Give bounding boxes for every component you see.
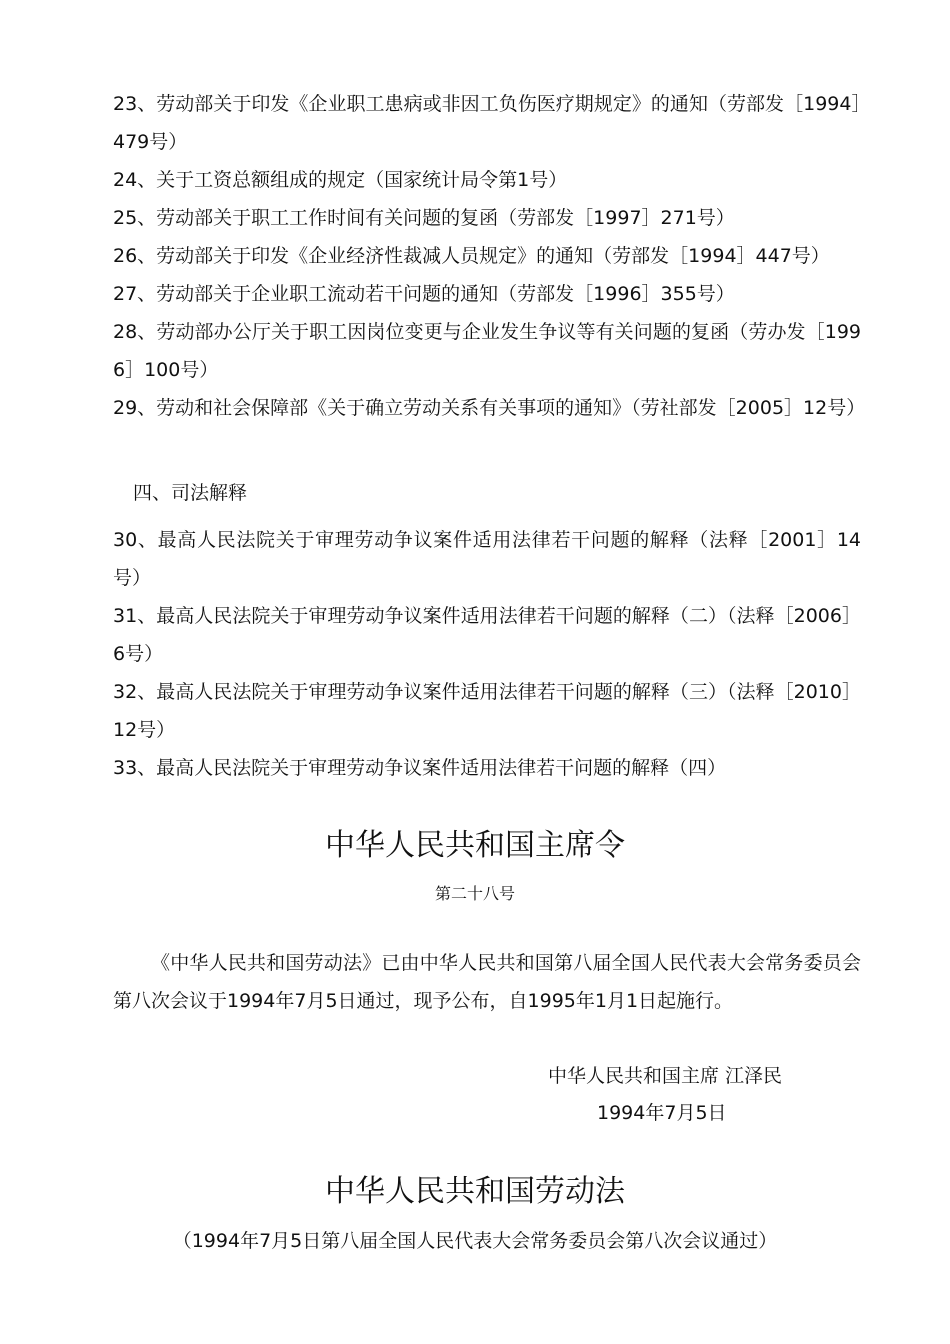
list-item: 29、劳动和社会保障部《关于确立劳动关系有关事项的通知》（劳社部发［2005］12号） xyxy=(113,397,866,419)
decree-date: 1994年7月5日 xyxy=(597,1102,727,1124)
list-item: 30、最高人民法院关于审理劳动争议案件适用法律若干问题的解释（法释［2001］14号） xyxy=(113,529,861,589)
decree-signer: 中华人民共和国主席 江泽民 xyxy=(548,1065,783,1087)
list-item: 27、劳动部关于企业职工流动若干问题的通知（劳部发［1996］355号） xyxy=(113,283,735,305)
section-heading: 四、司法解释 xyxy=(133,482,248,504)
law-note: （1994年7月5日第八届全国人民代表大会常务委员会第八次会议通过） xyxy=(172,1230,778,1252)
list-item: 33、最高人民法院关于审理劳动争议案件适用法律若干问题的解释（四） xyxy=(113,757,727,779)
decree-body: 《中华人民共和国劳动法》已由中华人民共和国第八届全国人民代表大会常务委员会第八次会议于1994年7月5日通过，现予公布，自1995年1月1日起施行。 xyxy=(113,952,861,1012)
list-item: 23、劳动部关于印发《企业职工患病或非因工负伤医疗期规定》的通知（劳部发［1994］479号） xyxy=(113,93,861,153)
list-item: 26、劳动部关于印发《企业经济性裁减人员规定》的通知（劳部发［1994］447号） xyxy=(113,245,830,267)
list-item: 32、最高人民法院关于审理劳动争议案件适用法律若干问题的解释（三）（法释［2010］12号） xyxy=(113,681,861,741)
law-title: 中华人民共和国劳动法 xyxy=(325,1174,625,1209)
list-item: 24、关于工资总额组成的规定（国家统计局令第1号） xyxy=(113,169,568,191)
list-item: 28、劳动部办公厅关于职工因岗位变更与企业发生争议等有关问题的复函（劳办发［1996］100号） xyxy=(113,321,861,381)
list-item: 25、劳动部关于职工工作时间有关问题的复函（劳部发［1997］271号） xyxy=(113,207,735,229)
decree-number: 第二十八号 xyxy=(434,884,515,903)
decree-title: 中华人民共和国主席令 xyxy=(325,828,625,863)
list-item: 31、最高人民法院关于审理劳动争议案件适用法律若干问题的解释（二）（法释［2006］6号） xyxy=(113,605,861,665)
